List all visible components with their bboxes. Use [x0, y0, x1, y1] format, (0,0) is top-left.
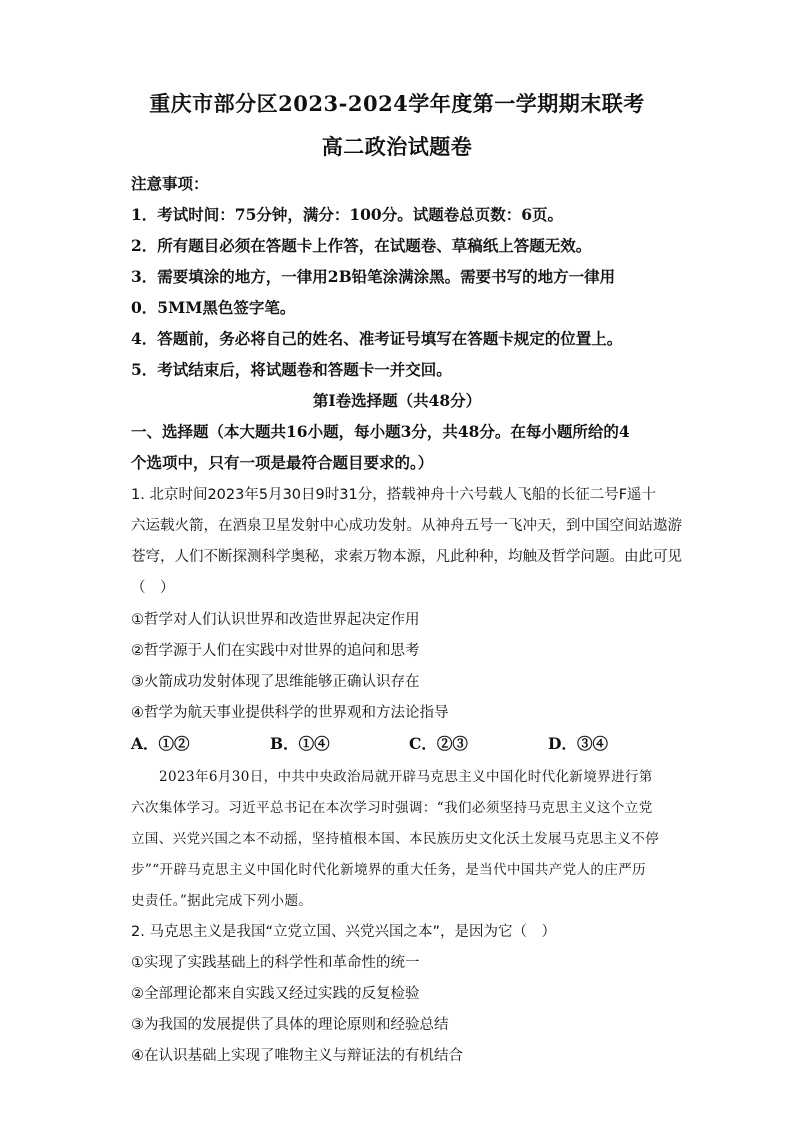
q1-option-d: D．③④ — [548, 734, 608, 753]
q1-statement-3: ③火箭成功发射体现了思维能够正确认识存在 — [131, 674, 420, 690]
material-line-1: 2023年6月30日，中共中央政治局就开辟马克思主义中国化时代化新境界进行第 — [159, 769, 653, 785]
q2-statement-4: ④在认识基础上实现了唯物主义与辩证法的有机结合 — [131, 1048, 463, 1064]
material-line-3: 立国、兴党兴国之本不动摇，坚持植根本国、本民族历史文化沃土发展马克思主义不停 — [131, 831, 660, 847]
material-line-5: 史责任。”据此完成下列小题。 — [131, 893, 313, 909]
q2-stem: 2. 马克思主义是我国“立党立国、兴党兴国之本”，是因为它（ ） — [131, 924, 556, 940]
notice-item-4: 4．答题前，务必将自己的姓名、准考证号填写在答题卡规定的位置上。 — [131, 329, 623, 348]
q1-option-c: C．②③ — [409, 734, 468, 753]
q2-statement-1: ①实现了实践基础上的科学性和革命性的统一 — [131, 955, 420, 971]
section-instruction-1: 一、选择题（本大题共16小题，每小题3分，共48分。在每小题所给的4 — [131, 422, 630, 441]
q1-stem-1: 1. 北京时间2023年5月30日9时31分，搭载神舟十六号载人飞船的长征二号F遥十 — [131, 487, 657, 503]
q1-statement-4: ④哲学为航天事业提供科学的世界观和方法论指导 — [131, 705, 449, 721]
exam-title: 重庆市部分区2023-2024学年度第一学期期末联考 — [149, 91, 645, 116]
q2-statement-3: ③为我国的发展提供了具体的理论原则和经验总结 — [131, 1017, 449, 1033]
section-instruction-2: 个选项中，只有一项是最符合题目要求的。） — [131, 453, 434, 472]
q1-answer-bracket: （ ） — [131, 580, 175, 596]
q1-stem-3: 苍穹，人们不断探测科学奥秘，求索万物本源，凡此种种，均触及哲学问题。由此可见 — [131, 549, 682, 565]
q1-stem-2: 六运载火箭，在酒泉卫星发射中心成功发射。从神舟五号一飞冲天，到中国空间站遨游 — [131, 518, 682, 534]
notice-item-3: 3．需要填涂的地方，一律用2B铅笔涂满涂黑。需要书写的地方一律用 — [131, 267, 616, 286]
notice-item-5: 5．考试结束后，将试题卷和答题卡一并交回。 — [131, 360, 452, 379]
q1-statement-1: ①哲学对人们认识世界和改造世界起决定作用 — [131, 612, 420, 628]
section-title: 第I卷选择题（共48分） — [312, 391, 482, 410]
notice-heading: 注意事项： — [131, 174, 209, 193]
notice-item-1: 1．考试时间：75分钟，满分：100分。试题卷总页数：6页。 — [131, 205, 563, 224]
material-line-4: 步”“开辟马克思主义中国化时代化新境界的重大任务，是当代中国共产党人的庄严历 — [131, 862, 647, 878]
q2-statement-2: ②全部理论都来自实践又经过实践的反复检验 — [131, 986, 420, 1002]
exam-subtitle: 高二政治试题卷 — [321, 134, 473, 159]
material-line-2: 六次集体学习。习近平总书记在本次学习时强调：“我们必须坚持马克思主义这个立党 — [131, 800, 653, 816]
notice-item-2: 2．所有题目必须在答题卡上作答，在试题卷、草稿纸上答题无效。 — [131, 236, 592, 255]
notice-item-3-cont: 0．5MM黑色签字笔。 — [131, 298, 296, 317]
q1-option-b: B．①④ — [270, 734, 330, 753]
q1-option-a: A．①② — [131, 734, 190, 753]
q1-statement-2: ②哲学源于人们在实践中对世界的追问和思考 — [131, 643, 420, 659]
